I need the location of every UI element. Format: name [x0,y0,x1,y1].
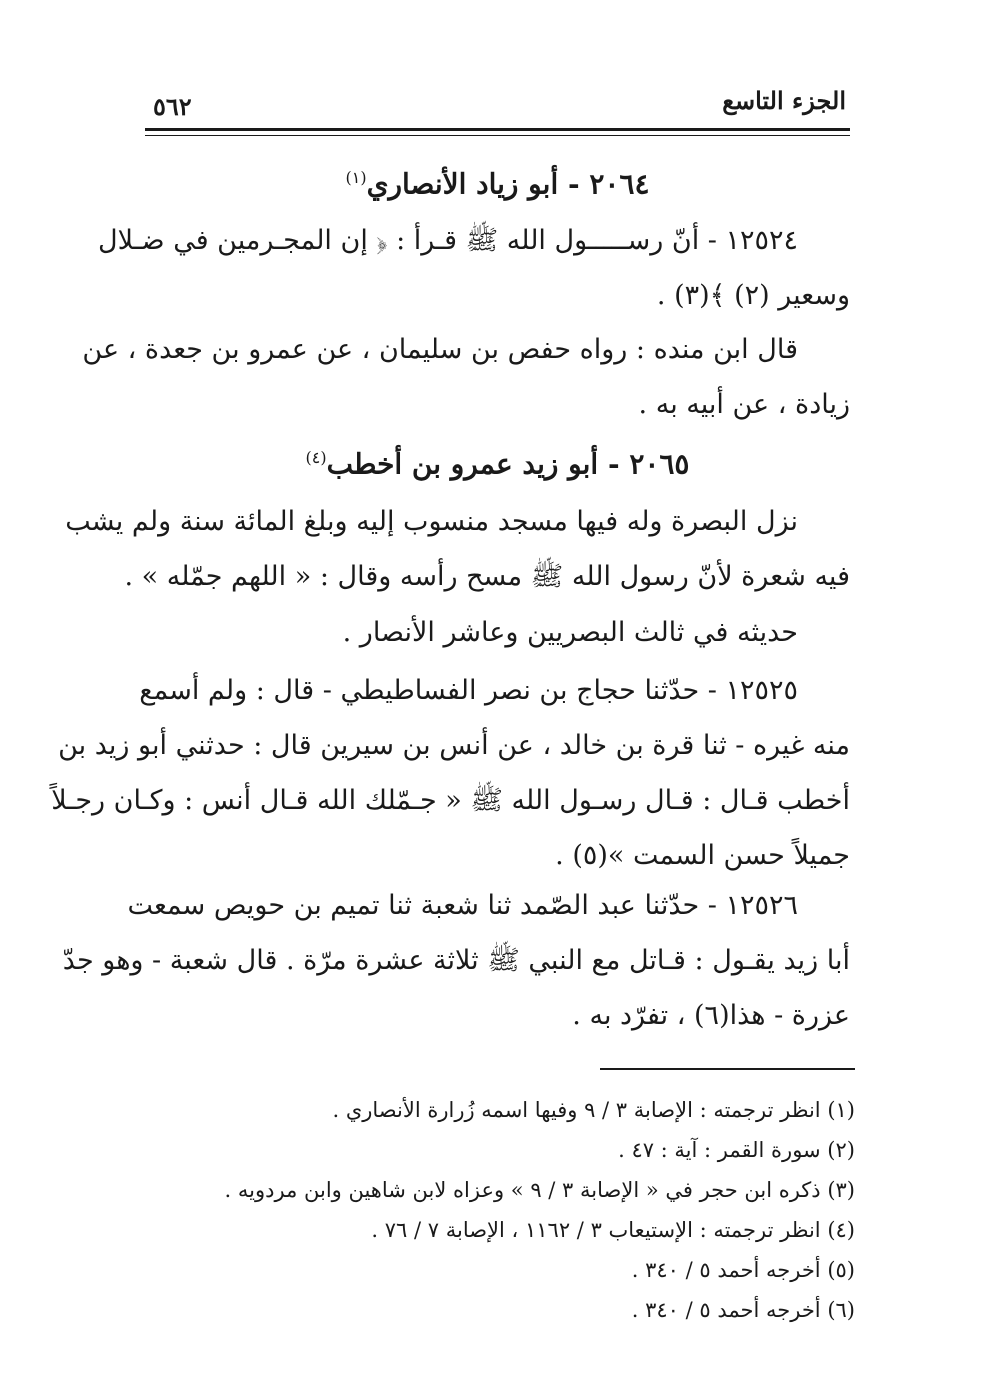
text-line: زيادة ، عن أبيه به . [638,389,850,420]
section-heading: ٢٠٦٤ - أبو زياد الأنصاري$^{(١)}$ [345,167,650,201]
footnote-ref: (١) [345,168,367,187]
text-line: وسعير (٢) ﴾(٣) . [656,280,850,311]
text-line: ١٢٥٢٦ - حدّثنا عبد الصّمد ثنا شعبة ثنا تميم بن حويص سمعت [127,890,798,921]
text-line: فيه شعرة لأنّ رسول الله ﷺ مسح رأسه وقال : « اللهم جمّله » . [124,561,850,592]
text-line: ١٢٥٢٥ - حدّثنا حجاج بن نصر الفساطيطي - قال : ولم أسمع [139,675,798,706]
text-line: أخطب قـال : قـال رسـول الله ﷺ « جـمّلك الله قـال أنس : وكـان رجـلاً [51,785,850,816]
chapter-title: الجزء التاسع [722,86,846,115]
text-line: أبا زيد يقـول : قـاتل مع النبي ﷺ ثلاثة عشرة مرّة . قال شعبة - وهو جدّ [62,945,850,976]
footnote: (١) انظر ترجمته : الإصابة ٣ / ٩ وفيها اسمه زُرارة الأنصاري . [332,1098,855,1122]
biography-paragraph [65,494,850,604]
biography-paragraph [145,605,850,660]
text-line: عزرة - هذا(٦) ، تفرّد به . [572,1000,850,1031]
header-rule-thick [145,128,850,131]
text-line: نزل البصرة وله فيها مسجد منسوب إليه وبلغ المائة سنة ولم يشب [65,506,798,537]
section-heading: ٢٠٦٥ - أبو زيد عمرو بن أخطب$^{(٤)}$ [305,447,690,481]
footnote: (٦) أخرجه أحمد ٥ / ٣٤٠ . [631,1298,855,1322]
footnote: (٢) سورة القمر : آية : ٤٧ . [618,1138,855,1162]
page-number: ٥٦٢ [153,92,192,121]
running-head [145,80,850,120]
footnote: (٤) انظر ترجمته : الإستيعاب ٣ / ١١٦٢ ، الإصابة ٧ / ٧٦ . [371,1218,855,1242]
commentary-paragraph [82,322,850,432]
header-rule-thin [145,135,850,136]
hadith-paragraph [62,878,850,1043]
footnote-ref: (٤) [305,448,327,467]
footnotes [145,1090,855,1330]
text-line: قال ابن منده : رواه حفص بن سليمان ، عن عمرو بن جعدة ، عن [82,334,798,365]
hadith-paragraph [98,213,850,323]
text-line: حديثه في ثالث البصريين وعاشر الأنصار . [342,617,798,648]
footnote-separator [600,1068,855,1070]
text-line: ١٢٥٢٤ - أنّ رســـــول الله ﷺ قـرأ : ﴿ إن المجـرمين في ضـلال [98,225,798,256]
text-line: جميلاً حسن السمت »(٥) . [555,840,850,871]
footnote: (٥) أخرجه أحمد ٥ / ٣٤٠ . [631,1258,855,1282]
footnote: (٣) ذكره ابن حجر في « الإصابة ٣ / ٩ » وعزاه لابن شاهين وابن مردويه . [224,1178,855,1202]
hadith-paragraph [51,663,850,883]
text-line: منه غيره - ثنا قرة بن خالد ، عن أنس بن سيرين قال : حدثني أبو زيد بن [58,730,850,761]
